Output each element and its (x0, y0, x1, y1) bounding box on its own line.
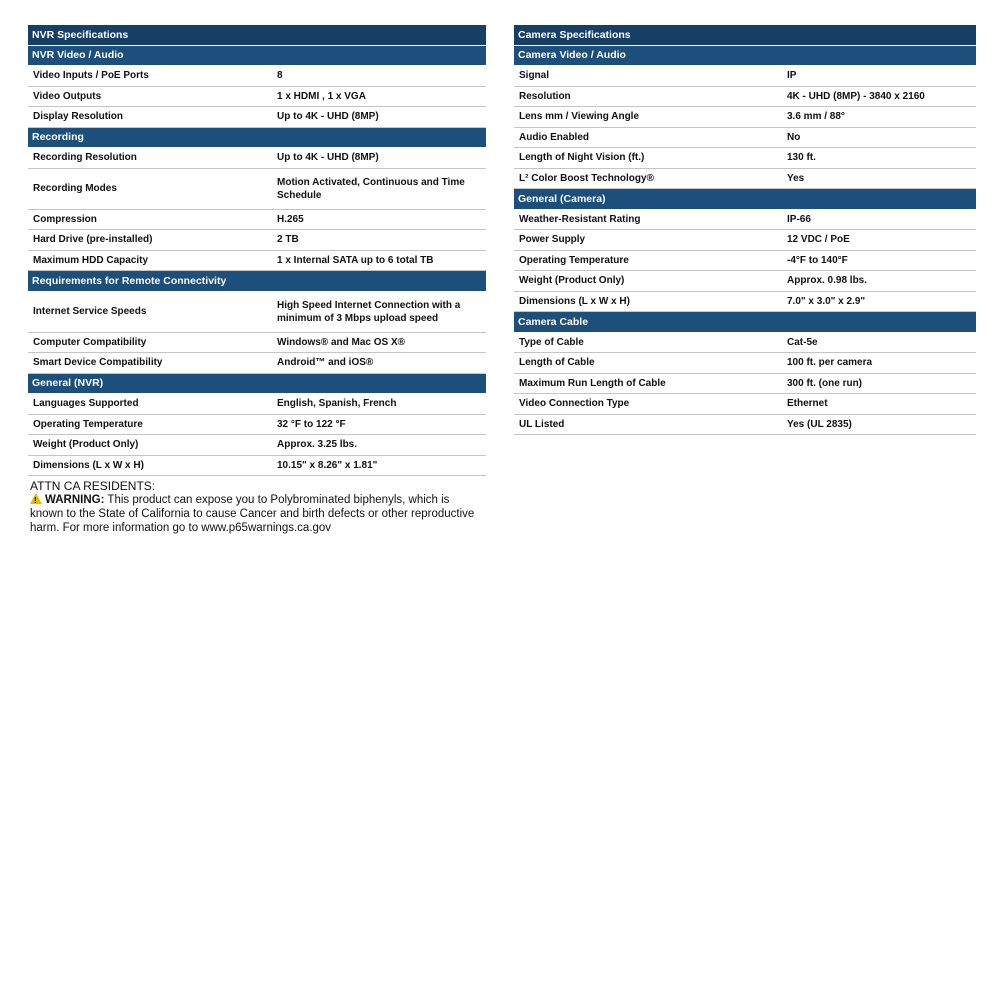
section-heading: Recording (28, 128, 486, 149)
spec-label: Lens mm / Viewing Angle (519, 111, 640, 123)
spec-label: Compression (33, 213, 97, 225)
camera-specifications-table (514, 25, 976, 435)
warning-title: ATTN CA RESIDENTS: (30, 479, 156, 493)
spec-label: Type of Cable (519, 336, 584, 348)
spec-label: Recording Resolution (33, 152, 137, 164)
spec-label: Languages Supported (33, 398, 139, 410)
spec-value: High Speed Internet Connection with a minimum of 3 Mbps upload speed (277, 299, 461, 324)
spec-label: Dimensions (L x W x H) (33, 459, 144, 471)
spec-label: Dimensions (L x W x H) (519, 295, 630, 307)
spec-label: Smart Device Compatibility (33, 357, 163, 369)
spec-value: 10.15" x 8.26" x 1.81" (277, 459, 378, 471)
spec-row (28, 456, 486, 477)
spec-label: Maximum Run Length of Cable (519, 377, 666, 389)
spec-value: 100 ft. per camera (787, 357, 873, 369)
spec-value: 1 x Internal SATA up to 6 total TB (277, 254, 434, 266)
spec-value: Up to 4K - UHD (8MP) (277, 111, 379, 123)
spec-label: UL Listed (519, 418, 565, 430)
spec-row (28, 230, 486, 251)
camera-title: Camera Specifications (514, 25, 976, 46)
section-heading: NVR Video / Audio (28, 46, 486, 67)
spec-row (28, 148, 486, 169)
spec-value: 4K - UHD (8MP) - 3840 x 2160 (787, 90, 925, 102)
spec-row (514, 230, 976, 251)
spec-row (28, 353, 486, 374)
spec-row (28, 415, 486, 436)
spec-value: Approx. 3.25 lbs. (277, 439, 358, 451)
spec-label: Operating Temperature (519, 254, 629, 266)
section-heading: Camera Cable (514, 312, 976, 333)
spec-value: IP (787, 70, 797, 82)
spec-label: Length of Night Vision (ft.) (519, 152, 645, 164)
section-heading: Camera Video / Audio (514, 46, 976, 67)
warning-text: This product can expose you to Polybrominated biphenyls, which is known to the State of California to cause Cancer and birth defects or other reproductive harm. For more information go to www.p65warnings.ca.gov (30, 494, 475, 534)
spec-value: 32 °F to 122 °F (277, 418, 346, 430)
section-heading: General (Camera) (514, 189, 976, 210)
spec-label: L² Color Boost Technology® (519, 172, 654, 184)
spec-value: 8 (277, 70, 283, 82)
spec-label: Length of Cable (519, 357, 595, 369)
spec-value: Cat-5e (787, 336, 818, 348)
spec-value: Ethernet (787, 398, 828, 410)
spec-label: Video Outputs (33, 90, 102, 102)
spec-row (514, 148, 976, 169)
spec-row (514, 415, 976, 436)
spec-row (514, 292, 976, 313)
spec-label: Weight (Product Only) (519, 275, 625, 287)
spec-value: No (787, 131, 801, 143)
spec-row (514, 251, 976, 272)
spec-value: -4°F to 140°F (787, 254, 848, 266)
nvr-title: NVR Specifications (28, 25, 486, 46)
spec-row (28, 333, 486, 354)
spec-label: Weight (Product Only) (33, 439, 139, 451)
spec-row (514, 271, 976, 292)
spec-row (514, 107, 976, 128)
spec-row (514, 210, 976, 231)
spec-label: Signal (519, 70, 550, 82)
spec-value: Motion Activated, Continuous and Time Schedule (277, 176, 465, 201)
spec-value: Android™ and iOS® (277, 357, 374, 369)
spec-label: Maximum HDD Capacity (33, 254, 149, 266)
warning-body (30, 493, 480, 535)
spec-value: 1 x HDMI , 1 x VGA (277, 90, 366, 102)
spec-value: IP-66 (787, 213, 811, 225)
spec-value: 3.6 mm / 88° (787, 111, 845, 123)
spec-value: 7.0" x 3.0" x 2.9" (787, 295, 866, 307)
spec-row (514, 66, 976, 87)
spec-label: Computer Compatibility (33, 336, 147, 348)
spec-value: Windows® and Mac OS X® (277, 336, 405, 348)
spec-label: Recording Modes (33, 183, 117, 194)
spec-value: Approx. 0.98 lbs. (787, 275, 868, 287)
nvr-specifications-table (28, 25, 486, 476)
spec-label: Display Resolution (33, 111, 124, 123)
spec-value: 12 VDC / PoE (787, 234, 850, 246)
spec-row (514, 394, 976, 415)
spec-label: Video Connection Type (519, 398, 630, 410)
spec-label: Video Inputs / PoE Ports (33, 70, 149, 82)
warning-label: WARNING: (45, 494, 105, 506)
spec-value: Up to 4K - UHD (8MP) (277, 152, 379, 164)
spec-row (28, 251, 486, 272)
prop65-warning (30, 479, 480, 535)
warning-triangle-icon (30, 493, 42, 504)
spec-label: Hard Drive (pre-installed) (33, 234, 153, 246)
section-heading: General (NVR) (28, 374, 486, 395)
spec-row (28, 394, 486, 415)
spec-row (28, 107, 486, 128)
spec-row (514, 169, 976, 190)
spec-value: 2 TB (277, 234, 299, 246)
spec-label: Weather-Resistant Rating (519, 213, 641, 225)
spec-value: English, Spanish, French (277, 398, 397, 410)
spec-label: Power Supply (519, 234, 586, 246)
spec-label: Internet Service Speeds (33, 306, 147, 317)
spec-value: 130 ft. (787, 152, 816, 164)
spec-label: Audio Enabled (519, 131, 589, 143)
spec-row (28, 292, 486, 333)
spec-row (514, 374, 976, 395)
spec-row (514, 128, 976, 149)
spec-row (28, 87, 486, 108)
spec-row (514, 353, 976, 374)
spec-row (28, 210, 486, 231)
spec-row (514, 87, 976, 108)
spec-value: Yes (UL 2835) (787, 418, 852, 430)
spec-row (514, 333, 976, 354)
spec-row (28, 169, 486, 210)
spec-row (28, 66, 486, 87)
spec-label: Resolution (519, 90, 571, 102)
spec-label: Operating Temperature (33, 418, 143, 430)
spec-value: 300 ft. (one run) (787, 377, 863, 389)
section-heading: Requirements for Remote Connectivity (28, 271, 486, 292)
spec-row (28, 435, 486, 456)
spec-value: H.265 (277, 213, 304, 225)
spec-value: Yes (787, 172, 805, 184)
